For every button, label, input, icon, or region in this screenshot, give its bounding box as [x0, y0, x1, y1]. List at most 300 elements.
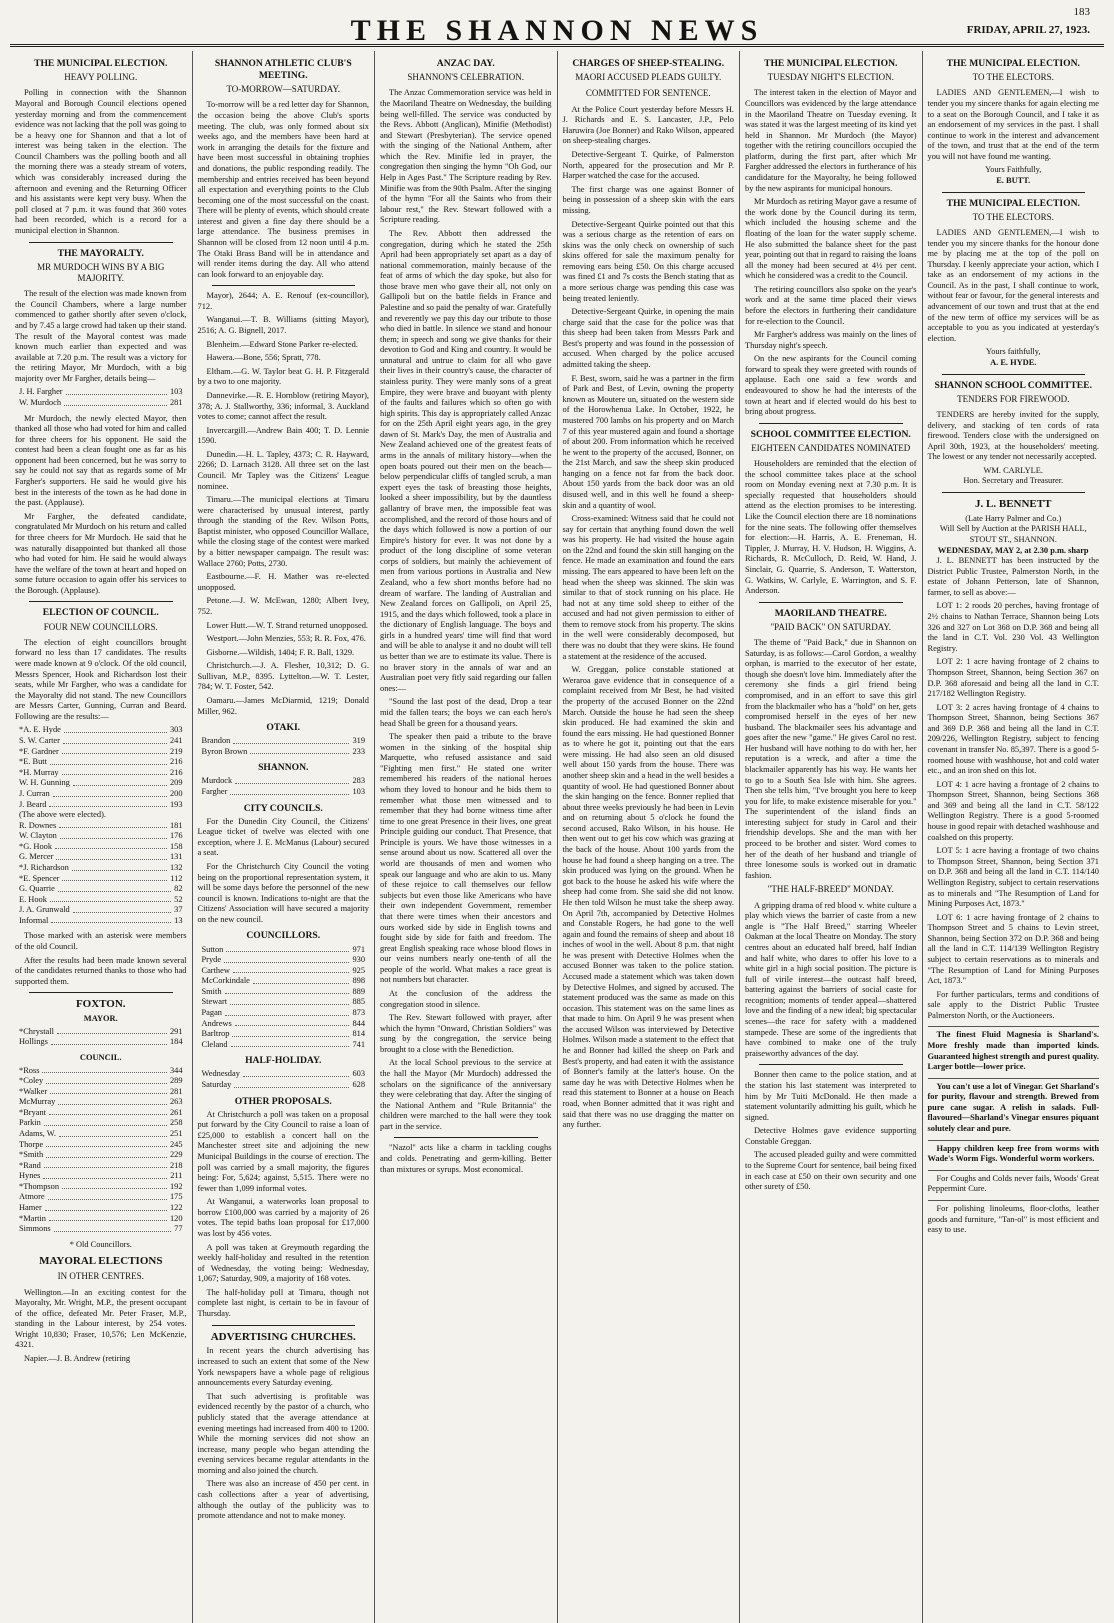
candidate-name: Parkin [19, 1118, 41, 1128]
subheadline: TENDERS FOR FIREWOOD. [957, 393, 1070, 404]
vote-row [198, 736, 370, 747]
vote-count: 131 [169, 852, 183, 862]
paragraph: LOT 1: 2 roods 20 perches, having frontage of 2½ chains to Nathan Terrace, Shannon being Lots 326 and 327 on Lot 368 on D.P. 368 and being all the land in C.T. Vol. 230 Vol. 43 Wellington Registry. [927, 601, 1099, 653]
headline: SHANNON ATHLETIC CLUB'S MEETING. [214, 58, 352, 82]
leader-dots [46, 1140, 167, 1148]
vote-count: 258 [169, 1118, 183, 1128]
headline: SHANNON SCHOOL COMMITTEE. [934, 379, 1093, 391]
vote-count: 103 [169, 387, 183, 397]
leader-dots [42, 1066, 166, 1074]
vote-count: 216 [169, 757, 183, 767]
leader-dots [233, 966, 350, 974]
vote-row [15, 1097, 187, 1108]
candidate-name: Byron Brown [201, 746, 248, 756]
paragraph: LOT 2: 1 acre having frontage of 2 chains to Thompson Street, Shannon, being Section 367 on D.P. 368 aforesaid and being all the land in C.T. 217/182 Wellington Registry. [927, 657, 1099, 699]
paragraph: The retiring councillors also spoke on the year's work and at the same time placed their views before the electors in furthering their candidature for re-election to the Council. [745, 284, 917, 326]
vote-row [198, 976, 370, 987]
subheadline: TO THE ELECTORS. [972, 211, 1054, 222]
paragraph: For further particulars, terms and conditions of sale apply to the District Public Trustee Palmerston North, or the Auctioneers. [927, 989, 1099, 1020]
candidate-name: *F. Gardner [19, 746, 59, 756]
vote-row [15, 757, 187, 768]
candidate-name: Sutton [201, 944, 224, 954]
candidate-name: *Rand [19, 1160, 41, 1170]
headline: ANZAC DAY. [436, 58, 495, 69]
leader-dots [73, 778, 167, 786]
paragraph: The Anzac Commemoration service was held in the Maoriland Theatre on Wednesday, the building being well-filled. The service was conducted by the Revs. Abbott (Anglican), Minifie (Methodist) and Stewart (Presbyterian). The service opened with the singing of the National Anthem, after which the Rev. Minifie led in prayer, the congregation then singing the hymn "Oh God, our Help in Ages Past." The Scripture reading by Rev. Minifie was from the 90th Psalm. After the singing of the hymn "For all the Saints who from their labour rest," the Rev. Stewart followed with a Scripture reading. [380, 88, 552, 225]
paragraph: Hawera.—Bone, 556; Spratt, 778. [206, 353, 321, 363]
candidate-name: *Bryant [19, 1107, 46, 1117]
vote-count: 245 [169, 1139, 183, 1149]
advertisement [928, 1026, 1100, 1072]
subheadline: (Late Harry Palmer and Co.) [965, 513, 1062, 523]
column-5 [740, 51, 923, 1623]
leader-dots [55, 842, 167, 850]
masthead [10, 4, 1104, 47]
vote-row [15, 1224, 187, 1235]
subheadline: COMMITTED FOR SENTENCE. [585, 88, 711, 99]
paragraph: After the results had been made known several of the candidates returned thanks to those who had supported them. [15, 955, 187, 986]
column-3 [375, 51, 558, 1623]
paragraph: Dannevirke.—R. E. Hornblow (retiring Mayor), 378; A. J. Stallworthy, 336; informal, 3. Auckland votes to come; cannot affect the result. [197, 390, 369, 422]
vote-row [15, 842, 187, 853]
candidate-name: *Ross [19, 1065, 40, 1075]
vote-count: 122 [169, 1203, 183, 1213]
candidate-name: *E. Butt [19, 757, 47, 767]
vote-row [15, 884, 187, 895]
candidate-name: McMurray [19, 1097, 56, 1107]
candidate-name: G. Quarrie [19, 884, 55, 894]
candidate-name: *Coley [19, 1076, 44, 1086]
candidate-name: J. Beard [19, 799, 47, 809]
candidate-name: *H. Murray [19, 767, 59, 777]
paragraph: The half-holiday poll at Timaru, though not complete last night, is certain to be in favour of Thursday. [197, 1287, 369, 1319]
vote-row [15, 778, 187, 789]
leader-dots [230, 997, 349, 1005]
advertisement [928, 1140, 1100, 1165]
leader-dots [50, 1087, 167, 1095]
paragraph: J. L. BENNETT has been instructed by the District Public Trustee, Palmerston North, in the estate of Johann Petterson, late of Shannon, farmer, to sell as above:— [927, 556, 1099, 597]
subheadline: WEDNESDAY, MAY 2, at 2.30 p.m. sharp [937, 545, 1089, 555]
paragraph: Westport.—John Menzies, 553; R. R. Fox, 476. [206, 634, 366, 644]
candidate-name: *G. Hook [19, 841, 53, 851]
paragraph: At the conclusion of the address the congregation stood in silence. [380, 988, 552, 1009]
paragraph: That such advertising is profitable was evidenced recently by the pastor of a church, who publicly stated that the average attendance at evening meetings had increased from 400 to 1200. While the morning services did not show an increase, many people who began attending the evening services became regular attendants in the morning and also joined the church. [197, 1391, 369, 1475]
paragraph: The speaker then paid a tribute to the brave women in the sinking of the hospital ship Marquette, who refused assistance and said "Fighting men first." He stated one writer remembered his readers of the national heroes whom they loved to honour and he bids them to remember what those men witnessed and to remember that they had borne witness time after time to one great Presence in their lives, one great Principle guiding our conduct. That Presence, that Principle is yours. We have those witnesses in a sense around about us now. Scattered all over the world are thousands of men and women who speak our language and who are akin to us. Many of these rejoice to call themselves our fellow subjects but even those like Americans who have their own independent Government, remember that there were times when their ancestors and ours worked side by side in English towns and fought side by side for faith and freedom. The great English speaking race whose blood flows in our veins numbers nearly one-tenth of all the people of the world. What makes a race great is not numbers but character. [380, 732, 552, 985]
headline: THE MUNICIPAL ELECTION. [946, 58, 1080, 69]
leader-dots [49, 1108, 167, 1116]
leader-dots [226, 945, 349, 953]
candidate-name: Wednesday [201, 1069, 240, 1079]
signature-line: Hon. Secretary and Treasurer. [963, 476, 1064, 486]
leader-dots [50, 895, 171, 903]
vote-count: 120 [169, 1213, 183, 1223]
leader-dots [250, 747, 349, 755]
paragraph: At Wanganui, a waterworks loan proposal to borrow £100,000 was carried by a majority of 26 votes. The tepid baths loan proposal for £17,000 was lost by 456 votes. [197, 1197, 369, 1238]
vote-row [15, 895, 187, 906]
vote-count: 158 [169, 841, 183, 851]
headline: THE MUNICIPAL ELECTION. [764, 58, 898, 69]
paragraph: Eltham.—G. W. Taylor beat G. H. P. Fitzgerald by a two to one majority. [197, 366, 369, 387]
vote-row [15, 789, 187, 800]
vote-row [198, 776, 370, 787]
candidate-name: Stewart [201, 997, 228, 1007]
leader-dots [60, 831, 167, 839]
paragraph: LOT 5: 1 acre having a frontage of two chains to Thompson Street, Shannon, being Section 371 on D.P. 368 and being all the land in C.T. 114/140 Wellington Registry, subject to certain reservations as to minerals and "The Resumption of Land for Mining Purposes Act, 1873." [927, 846, 1099, 909]
vote-count: 603 [352, 1069, 365, 1079]
candidate-name: Pryde [201, 955, 222, 965]
paragraph: To-morrow will be a red letter day for Shannon, the occasion being the above Club's sports meeting. The club, was only formed about six weeks ago, and the members have been hard at work in arranging the details for the fixture and have been most successful in obtaining trophies and donations, the public responding readily. The membership and entries received has been beyond all expectation and everything points to the Club becoming one of the most successful on the coast. There will be plenty of events, which should create interest and given a fine day there should be a large attendance. The business premises in Shannon will be closed from 12 noon until 4 p.m. The Otaki Brass Band will be in attendance and will render items during the day. All who attend can look forward to an enjoyable day. [197, 100, 369, 279]
divider [29, 242, 173, 243]
candidate-name: Carthew [201, 965, 230, 975]
vote-row [15, 387, 187, 398]
leader-dots [72, 863, 167, 871]
vote-row [198, 997, 370, 1008]
vote-row [15, 725, 187, 736]
vote-row [198, 945, 370, 956]
candidate-name: *A. E. Hyde [19, 725, 61, 735]
paragraph: The first charge was one against Bonner of being in possession of a sheep skin with the ears missing. [562, 184, 734, 215]
headline: CITY COUNCILS. [243, 802, 323, 814]
vote-table [198, 736, 370, 757]
vote-count: 873 [352, 1008, 365, 1017]
paragraph: For the Christchurch City Council the voting being on the proportional representation system, it will be some days before the personnel of the new council is known. Indications to-night are that the Citizens' Association will have secured a majority on the new council. [197, 861, 369, 924]
vote-count: 971 [352, 944, 365, 954]
vote-count: 216 [169, 767, 183, 777]
vote-row [15, 1108, 187, 1119]
vote-row [15, 1066, 187, 1077]
vote-row [15, 905, 187, 916]
candidate-name: Fargher [201, 787, 228, 797]
vote-table [198, 776, 370, 797]
vote-count: 82 [174, 884, 183, 894]
issue-date: FRIDAY, APRIL 27, 1923. [966, 24, 1090, 36]
paragraph: At the Police Court yesterday before Messrs H. J. Richards and E. S. Lancaster, J.P., Pelo Haruwira (Joe Bonner) and Rako Wilson, appeared on sheep-stealing charges. [562, 104, 734, 146]
subheadline: Will Sell by Auction at the PARISH HALL, STOUT ST., SHANNON. [939, 524, 1087, 544]
vote-count: 241 [169, 736, 183, 746]
leader-dots [46, 1150, 167, 1158]
vote-count: 303 [169, 725, 183, 735]
vote-row [15, 1161, 187, 1172]
headline: SHANNON. [258, 762, 309, 774]
paragraph: Mr Murdoch as retiring Mayor gave a resume of the work done by the Council during its term, which included the housing scheme and the floating of the loan for the water supply scheme. He also submitted the balance sheet for the past year, pointing out that in regard to raising the loans all the money had been secured at 4½ per cent. which he considered was a credit to the Council. [745, 197, 917, 281]
paragraph: Mr Murdoch, the newly elected Mayor, then thanked all those who had voted for him and called for three cheers for his opponent. He said the contest had been a clean fought one as far as his opponent had been concerned, but he was sorry to say he could not say that as regards some of Mr Fargher's supporters. He said he would give his best in the interests of the town as he had done in the past. (Applause). [15, 413, 187, 508]
divider [212, 285, 356, 286]
vote-table [15, 1066, 187, 1235]
paragraph: In recent years the church advertising has increased to such an extent that some of the New York newspapers have a whole page of religious announcements every Saturday evening. [197, 1346, 369, 1388]
vote-count: 281 [169, 398, 183, 408]
vote-count: 844 [352, 1018, 365, 1028]
paragraph: The interest taken in the election of Mayor and Councillors was evidenced by the large attendance in the Maoriland Theatre on Tuesday evening. It was stated it was the largest meeting of its kind yet held in Shannon. Mr Murdoch (the Mayor) together with the retiring councillors occupied the platform, during the first part, after which Mr Fargher addressed the electors in furtherance of his candidature for the Mayoralty, he being followed by the new aspirants for municipal honours. [745, 88, 917, 193]
divider [759, 602, 903, 603]
candidate-name: S. W. Carter [19, 736, 60, 746]
headline: OTAKI. [266, 722, 301, 734]
leader-dots [62, 874, 167, 882]
candidate-name: Adams, W. [19, 1128, 56, 1138]
section-label: MAYOR. [83, 1014, 118, 1024]
vote-count: 261 [169, 1107, 183, 1117]
headline: FOXTON. [75, 998, 126, 1011]
subheadline: FOUR NEW COUNCILLORS. [43, 621, 158, 632]
vote-count: 200 [169, 788, 183, 798]
leader-dots [59, 1129, 167, 1137]
subheadline: TO-MORROW—SATURDAY. [226, 84, 341, 95]
candidate-name: *E. Spencer [19, 873, 60, 883]
leader-dots [43, 1171, 167, 1179]
candidate-name: W. Murdoch [19, 398, 62, 408]
vote-count: 885 [352, 997, 365, 1007]
leader-dots [59, 821, 167, 829]
subheadline: HEAVY POLLING. [64, 72, 138, 83]
column-2 [193, 51, 376, 1623]
vote-count: 741 [352, 1039, 365, 1049]
vote-count: 291 [169, 1026, 183, 1036]
vote-row [15, 874, 187, 885]
vote-count: 13 [174, 915, 183, 925]
leader-dots [51, 916, 171, 924]
vote-row [198, 955, 370, 966]
candidate-name: Andrews [201, 1018, 232, 1028]
page-number: 183 [1073, 6, 1090, 18]
candidate-name: Cleland [201, 1039, 228, 1049]
paragraph: LOT 3: 2 acres having frontage of 4 chains to Thompson Street, Shannon, being Sections 367 and 369 D.P. 368 and being all the land in C.T. 209/226, Wellington Registry, subject to fencing covenant in transfer No. 85,397. There is a good 5-roomed house with washhouse, hot and cold water etc., and an iron shed on this lot. [927, 702, 1099, 776]
vote-row [15, 1192, 187, 1203]
vote-row [15, 768, 187, 779]
vote-count: 103 [352, 787, 365, 797]
vote-count: 211 [170, 1171, 183, 1181]
signature-name: A. E. HYDE. [990, 357, 1037, 367]
paragraph: Oamaru.—James McDiarmid, 1219; Donald Miller, 962. [197, 695, 369, 716]
vote-count: 132 [169, 862, 183, 872]
candidate-name: Barltrop [201, 1029, 230, 1039]
vote-count: 263 [169, 1097, 183, 1107]
vote-row [15, 1118, 187, 1129]
paragraph: Those marked with an asterisk were members of the old Council. [15, 931, 187, 952]
divider [942, 374, 1086, 375]
paragraph: Detective-Sergeant Quirke pointed out that this was a serious charge as the retention of ears on skins was the only check on ownership of such skins offered for sale the maximum penalty for removing ears being £50. On this charge accused was fined £1 and 7s costs the Bench stating that as a more serious charge was pending this case was being treated leniently. [562, 219, 734, 303]
vote-row [15, 800, 187, 811]
vote-count: 814 [352, 1029, 365, 1039]
leader-dots [49, 800, 166, 808]
paragraph: The Rev. Stewart followed with prayer, after which the hymn "Onward, Christian Soldiers" was sung by the congregation, the service being brought to a close with the Benediction. [380, 1013, 552, 1054]
paragraph: Mr Fargher, the defeated candidate, congratulated Mr Murdoch on his return and called for three cheers for Mr Murdoch. He said that he was naturally disappointed but thanked all those who had voted for him. He said he would always have the welfare of the town at heart and hoped on some future occasion to again offer his services to the Borough. (Applause). [15, 511, 187, 595]
leader-dots [58, 884, 171, 892]
signature-name: E. BUTT. [996, 176, 1031, 186]
paragraph: Wellington.—In an exciting contest for the Mayoralty, Mr. Wright, M.P., the present occupant of the office, defeated Mr. Peter Fraser, M.P., standing in the Labour interest, by 254 votes. Wright 10,830; Fraser, 10,576; Len McKenzie, 4321. [15, 1287, 187, 1350]
leader-dots [44, 1118, 167, 1126]
leader-dots [66, 387, 167, 395]
headline: OTHER PROPOSALS. [234, 1095, 332, 1107]
vote-row [15, 1182, 187, 1193]
vote-row [15, 1171, 187, 1182]
paragraph: Christchurch.—J. A. Flesher, 10,312; D. G. Sullivan, M.P., 8395. Lyttelton.—W. T. Lester, 784; W. T. Foster, 542. [197, 661, 369, 692]
candidate-name: Hamer [19, 1203, 42, 1213]
divider [942, 492, 1086, 493]
paragraph: For the Dunedin City Council, the Citizens' League ticket of twelve was elected with one exception, where J. E. McManus (Labour) secured a seat. [197, 816, 369, 858]
leader-dots [243, 1069, 350, 1077]
vote-row [15, 810, 187, 821]
divider [29, 601, 173, 602]
candidate-name: J. A. Grunwald [19, 905, 70, 915]
leader-dots [51, 1037, 167, 1045]
subheadline: MR MURDOCH WINS BY A BIG MAJORITY. [37, 261, 165, 283]
headline: MAORILAND THEATRE. [774, 607, 887, 619]
divider [212, 1325, 356, 1326]
vote-row [198, 966, 370, 977]
vote-count: 251 [169, 1128, 183, 1138]
leader-dots [234, 1080, 349, 1088]
subheadline: IN OTHER CENTRES. [57, 1271, 144, 1282]
vote-count: 319 [352, 736, 365, 746]
advertisement-text: For polishing linoleums, floor-cloths, leather goods and furniture, "Tan-ol" is most efficient and easy to use. [927, 1203, 1099, 1235]
leader-dots [63, 736, 167, 744]
vote-count: 898 [352, 976, 365, 986]
advertisement [928, 1078, 1100, 1135]
candidate-name: Saturday [201, 1079, 232, 1089]
leader-dots [53, 789, 167, 797]
paragraph: Timaru.—The municipal elections at Timaru were characterised by unusual interest, partly through the standing of the Rev. Wilson Potts, Baptist minister, who opposed Councillor Wallace, while the closing stage of the contest were marked by a bitter newspaper campaign. The result was: Wallace 2760; Potts, 2730. [197, 495, 369, 568]
paragraph: Petone.—J. W. McEwan, 1280; Albert Ivey, 752. [197, 596, 369, 616]
leader-dots [48, 1192, 167, 1200]
subheadline: EIGHTEEN CANDIDATES NOMINATED [751, 442, 911, 453]
leader-dots [44, 1161, 167, 1169]
headline: THE MUNICIPAL ELECTION. [946, 197, 1080, 209]
candidate-name: *Walker [19, 1086, 48, 1096]
columns [10, 51, 1104, 1623]
vote-row [198, 1008, 370, 1019]
paragraph: TENDERS are hereby invited for the supply, delivery, and stacking of ten cords of rata firewood. Tenders close with the undersigned on April 30th, 1923, at the householders' meeting. The lowest or any tender not necessarily accepted. [927, 409, 1099, 462]
candidate-name: J. H. Fargher [19, 387, 63, 397]
newspaper-title: THE SHANNON NEWS [350, 14, 764, 47]
headline: ELECTION OF COUNCIL. [42, 607, 159, 619]
vote-count: 889 [352, 986, 365, 996]
vote-row [15, 736, 187, 747]
candidate-name: W. H. Gunning [19, 778, 70, 788]
footnote: * Old Councillors. [69, 1239, 132, 1249]
vote-row [15, 916, 187, 927]
paragraph: LADIES AND GENTLEMEN,—I wish to tender you my sincere thanks for again electing me to a seat on the Borough Council, and I take it as an endorsement of my services in the past. I shall continue to work in the interest and advancement of the town, and trust that at the end of the term you will not have found me wanting. [927, 88, 1099, 161]
leader-dots [253, 976, 350, 984]
paragraph: Detective Holmes gave evidence supporting Constable Greggan. [745, 1126, 917, 1146]
leader-dots [46, 1076, 167, 1084]
vote-row [15, 852, 187, 863]
vote-count: 175 [169, 1192, 183, 1202]
divider [759, 1064, 903, 1065]
paragraph: Blenheim.—Edward Stone Parker re-elected. [206, 339, 358, 349]
candidate-name: G. Mercer [19, 852, 54, 862]
paragraph: Cross-examined: Witness said that he could not say for certain that anything found down the well was his property. He had visited the house again on the 22nd and found the skin still hanging on the fence. He made an examination and found the ears missing. The ears appeared to have been left on the head when the sheep was skinned. The skin was similar to that of stock running on his place. He had not at any time sold sheep to either of the accused and had not given permission to either of them to remove stock from his property. The skins in the well were considerably decomposed, but there was no doubt that they were skins. He found a statement at the residence of the accused. [562, 514, 734, 661]
divider [29, 992, 173, 993]
vote-count: 192 [169, 1181, 183, 1191]
quote: "Sound the last post of the dead, Drop a tear mid the fallen tears; the boys we can each hero's head Shall be green for a thousand years. [380, 697, 552, 728]
vote-row [15, 1027, 187, 1038]
advertisement-text: Happy children keep free from worms with Wade's Worm Figs. Wonderful worm workers. [927, 1143, 1099, 1164]
vote-count: 52 [174, 894, 183, 904]
leader-dots [225, 987, 350, 995]
vote-row [15, 1076, 187, 1087]
vote-row [15, 747, 187, 758]
candidate-name: Murdock [201, 776, 233, 786]
leader-dots [57, 1027, 167, 1035]
paragraph: Detective-Sergeant Quirke, in opening the main charge said that the case for the police was that this sheep had been taken from Messrs Park and Best's property and was found in the possession of accused. When charged by the police accused admitted taking the sheep. [562, 307, 734, 370]
advertisement-text: You can't use a lot of Vinegar. Get Sharland's for purity, flavour and strength. Brewed from pure cane sugar. A relish in salads. Full-flavoured—Sharland's Vinegar ensures piquant solutely clear and pure. [927, 1081, 1099, 1134]
advertisement-text: For Coughs and Colds never fails, Woods' Great Peppermint Cure. [927, 1173, 1099, 1194]
leader-dots [62, 1182, 167, 1190]
vote-row [198, 1080, 370, 1091]
candidate-name: Hynes [19, 1171, 41, 1181]
paragraph: The result of the election was made known from the Council Chambers, where a large number commenced to gather shortly after seven o'clock, and by 7.45 a large crowd had taken up their stand. The result of the Mayoral contest was made known much earlier than expected and was available at 7.20 p.m. The result was a victory for the retiring Mayor, Mr Murdoch, with a big majority over Mr Fargher, details being— [15, 289, 187, 383]
leader-dots [64, 398, 167, 406]
paragraph: Napier.—J. B. Andrew (retiring [24, 1353, 131, 1363]
candidate-name: Hollings [19, 1037, 48, 1047]
vote-count: 181 [169, 820, 183, 830]
candidate-name: McCorkindale [201, 976, 250, 986]
headline: CHARGES OF SHEEP-STEALING. [572, 58, 725, 69]
candidate-name: *J. Richardson [19, 862, 69, 872]
vote-count: 628 [352, 1079, 365, 1089]
headline: COUNCILLORS. [246, 930, 321, 942]
vote-row [15, 1087, 187, 1098]
leader-dots [50, 757, 167, 765]
subheadline: SHANNON'S CELEBRATION. [407, 72, 525, 83]
vote-row [198, 987, 370, 998]
paragraph: The election of eight councillors brought forward no less than 17 candidates. The results were made known at 9 o'clock. Of the old council, Messrs Spencer, Hook and Richardson lost their seats, while Mr Fargher, who was a candidate for the Mayoralty did not stand. The new Councillors are Messrs Carter, Gunning, Curran and Beard. Following are the results:— [15, 637, 187, 721]
subheadline: MAORI ACCUSED PLEADS GUILTY. [575, 72, 722, 83]
paragraph: Lower Hutt.—W. T. Strand returned unopposed. [206, 620, 368, 630]
paragraph: The Rev. Abbott then addressed the congregation, during which he stated the 25th April had been appropriately set apart as a day of national commemoration, mainly because of the feat of arms of which the day spoke, but also for those brave men who gave their all, not only on Gallipoli but on the battle fields in France and Palestine and so paid the penalty of war. Gratefully and reverently we pay this day our tribute to those who died in battle. In silence we stand and honour them; in speech and song we give thanks for their devotion to God and King and country. It would be unnatural and untrue to claim for all who gave their lives in their country's cause, the character of stainless purity. They were manly sons of a great Empire, they were brave and buoyant with plenty of the faults and failures which so often go with high spirits. This day is appropriately called Anzac for on the 25th April eight years ago, in the grey dawn of St. Mark's Day, the men of Australia and New Zealand achieved one of the greatest feats of arms in the annals of military history—when the open boats poured out their men on the beach—below perpendicular cliffs of tangled scrub, a man expert eyes the task of breasting those heights, looked a sheer impossibility, but by the dauntless gallantry of brave men, the impossible feat was accomplished, and the record of those hours and of the days which followed is now a portion of our Empire's history for ever. It was not done by a product of the long discipline of some veteran corps of soldiers, but mainly the achievement of men from various portions in Australia and New Zealand, who a few short months before had no dream of warfare. The landing of Australian and New Zealand forces on Gallipoli, on April 25, 1915, and the days which followed, took a place in the dictionary of English language. The boys and girls in a hundred years' time will find that word and will be able to analyse it and no doubt will tell us better than we are to estimate its value. There is no braver story in the annals of war and an Australian poet very fitly said regarding our fallen ones:— [380, 228, 552, 693]
headline: MAYORAL ELECTIONS [39, 1255, 163, 1268]
column-4 [558, 51, 741, 1623]
vote-row [198, 1040, 370, 1051]
paragraph: LOT 6: 1 acre having frontage of 2 chains to Thompson Street and 5 chains to Levin street, Shannon, being Section 372 on D.P. 368 and being all the land in C.T. 114/139 Wellington Registry subject to certain reservations as to minerals and "The Resumption of Land for Mining Purposes Act, 1873." [927, 912, 1099, 986]
paragraph: At the local School previous to the service at the hall the Mayor (Mr Murdoch) addressed the scholars on the significance of the anniversary they were celebrating that day. After the singing of the National Anthem and "Rule Britannia" the children were marched to the hall were they took part in the service. [380, 1058, 552, 1131]
leader-dots [49, 1214, 167, 1222]
vote-count: 925 [352, 965, 365, 975]
signature-line: Yours faithfully, [986, 347, 1041, 357]
signature-name: WM. CARLYLE. [983, 465, 1043, 475]
vote-row [198, 747, 370, 758]
vote-row [15, 1129, 187, 1140]
vote-row [198, 1019, 370, 1030]
vote-row [15, 1214, 187, 1225]
vote-count: 184 [169, 1037, 183, 1047]
candidate-name: Simmons [19, 1224, 51, 1234]
candidate-name: *Thompson [19, 1181, 60, 1191]
paragraph: A poll was taken at Greymouth regarding the weekly half-holiday and resulted in the retention of Wednesday, the voting being: Wednesday, 1,067; Saturday, 909, a majority of 168 votes. [197, 1242, 369, 1284]
subheadline: "THE HALF-BREED" MONDAY. [767, 884, 894, 895]
vote-count: 218 [169, 1160, 183, 1170]
candidate-name: Informal [19, 915, 49, 925]
vote-row [15, 1140, 187, 1151]
candidate-name: W. Clayton [19, 831, 57, 841]
vote-count: 283 [352, 776, 365, 786]
paragraph: A gripping drama of red blood v. white culture a play which views the barrier of caste from a new angle is "The Half Breed," starring Wheeler Oakman at the local Theatre on Monday. The story centres about an educated half breed, half Indian and half white, who dares to offer his love to a white girl in a high social position. The picture is full of virile interest—the outcast half breed, battering against the barriers of social caste for recognition; moments of tender appeal—shattered love and the finding of a new ideal; big spectacular scenes—the race for safety with a maddened stampede. These are some of the ingredients that have combined to make one of the truly praiseworthy advances of the day. [745, 900, 917, 1058]
headline: SCHOOL COMMITTEE ELECTION. [750, 428, 911, 440]
candidate-name: Brandon [201, 736, 231, 746]
vote-count: 930 [352, 955, 365, 965]
candidate-name: J. Curran [19, 788, 50, 798]
vote-table [198, 945, 370, 1051]
paragraph: F. Best, sworn, said he was a partner in the firm of Park and Best, of Levin, owning the property known as Moutere un, situated on the western side of the Horowhenua Lake. In October, 1922, he mustered 700 lambs on his property and on March 7 of this year mustered again and found a shortage of about 200. From information which he received he went to the property of the accused, Bonner, on the 21st March, and saw the sheep skin produced hanging on a fence not far from the back door. About 150 yards from the back door was an old disused well, and in this well he found a sheep-skin and a quantity of wool. [562, 373, 734, 510]
vote-count: 219 [169, 746, 183, 756]
paragraph: Wanganui.—T. B. Williams (sitting Mayor), 2516; A. G. Bignell, 2017. [197, 315, 369, 336]
paragraph: The theme of "Paid Back," due in Shannon on Saturday, is as follows:—Carol Gordon, a wealthy orphan, is married to the executor of her estate, though she doesn't love him. Immediately after the ceremony she finds a girl friend being compromised, and in an effort to save this girl from the blackmailer who has a "hold" on her, gets compromised herself in the eyes of her new husband. The blackmailer sees his advantage and goes after the new "game." He gives Carol no rest. Her husband will have nothing to do with her, her reputation is a wreck, and after a time the blackmailer apparently has his way. He wants her to go to a South Sea Isle with him. She agrees. Then she tells him, "I've brought you here to keep you for life, to make existence miserable for you." The superintendent of the island finds an interesting subject for study in Carol and their friendship develops. She and the man with her proceed to be brother and sister. Word comes to her of the death of her husband and triangle of three lonesome souls is worked out in dramatic fashion. [745, 638, 917, 880]
candidate-name: R. Downes [19, 820, 57, 830]
vote-count: 176 [169, 831, 183, 841]
paragraph: Bonner then came to the police station, and at the station his last statement was interpreted to him by Mr Tuiti McDonald. He then made a statement voluntarily admitting his guilt, which he signed. [745, 1070, 917, 1122]
vote-count: 233 [352, 746, 365, 756]
candidate-name: E. Hook [19, 894, 47, 904]
advertisement [928, 1170, 1100, 1195]
